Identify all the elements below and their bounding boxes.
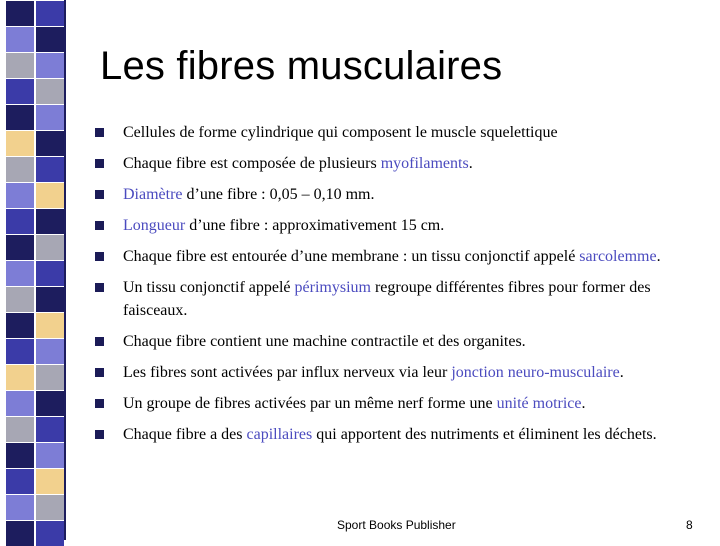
strip-square (6, 235, 34, 260)
highlighted-term: Longueur (123, 217, 186, 234)
bullet-item (95, 214, 705, 237)
strip-square (36, 339, 64, 364)
strip-square (36, 495, 64, 520)
highlighted-term: jonction neuro-musculaire (451, 364, 620, 381)
decorative-strip (0, 0, 66, 540)
bullet-item (95, 121, 705, 144)
bullet-item (95, 276, 705, 322)
strip-square (6, 157, 34, 182)
bullet-square-icon (95, 368, 104, 377)
bullet-square-icon (95, 337, 104, 346)
highlighted-term: capillaires (246, 426, 313, 443)
strip-square (6, 53, 34, 78)
strip-square (36, 79, 64, 104)
bullet-text: d’une fibre : 0,05 – 0,10 mm. (182, 186, 375, 203)
strip-square (36, 27, 64, 52)
bullet-square-icon (95, 283, 104, 292)
bullet-text: . (619, 364, 624, 381)
strip-square (6, 495, 34, 520)
strip-square (6, 521, 34, 546)
strip-square (36, 287, 64, 312)
bullet-square-icon (95, 159, 104, 168)
bullet-square-icon (95, 399, 104, 408)
strip-square (6, 391, 34, 416)
bullet-text: Un groupe de fibres activées par un même nerf forme une (123, 395, 497, 412)
bullet-text: Un tissu conjonctif appelé (123, 279, 295, 296)
strip-square (6, 1, 34, 26)
strip-square (36, 235, 64, 260)
bullet-text: . (468, 155, 473, 172)
strip-square (6, 339, 34, 364)
bullet-text: Cellules de forme cylindrique qui composent le muscle squelettique (123, 124, 558, 141)
strip-square (36, 443, 64, 468)
strip-square (36, 469, 64, 494)
strip-square (6, 131, 34, 156)
bullet-text: Chaque fibre contient une machine contractile et des organites. (123, 333, 526, 350)
strip-square (36, 183, 64, 208)
strip-square (36, 391, 64, 416)
bullet-item (95, 152, 705, 175)
bullet-item (95, 183, 705, 206)
strip-square (6, 183, 34, 208)
bullet-item (95, 392, 705, 415)
highlighted-term: périmysium (294, 279, 371, 296)
highlighted-term: unité motrice (496, 395, 582, 412)
bullet-item (95, 361, 705, 384)
strip-square (6, 27, 34, 52)
strip-square (36, 209, 64, 234)
strip-square (36, 1, 64, 26)
bullet-square-icon (95, 221, 104, 230)
strip-square (6, 417, 34, 442)
bullet-square-icon (95, 128, 104, 137)
strip-square (6, 209, 34, 234)
strip-square (6, 313, 34, 338)
bullet-text: regroupe différentes fibres pour former des faisceaux. (123, 279, 651, 319)
bullet-text: Chaque fibre a des (123, 426, 247, 443)
bullet-square-icon (95, 430, 104, 439)
bullet-text: d’une fibre : approximativement 15 cm. (185, 217, 445, 234)
bullet-item (95, 330, 705, 353)
strip-edge (64, 0, 66, 540)
footer-text: Sport Books Publisher (337, 518, 456, 532)
strip-square (36, 417, 64, 442)
strip-square (36, 131, 64, 156)
strip-square (6, 79, 34, 104)
bullet-list (95, 121, 705, 446)
strip-square (36, 365, 64, 390)
bullet-item (95, 423, 705, 446)
strip-square (36, 521, 64, 546)
bullet-text: Les fibres sont activées par influx nerveux via leur (123, 364, 452, 381)
highlighted-term: myofilaments (380, 155, 469, 172)
page-number: 8 (686, 518, 693, 532)
bullet-item (95, 245, 705, 268)
strip-square (6, 105, 34, 130)
strip-square (36, 105, 64, 130)
highlighted-term: sarcolemme (579, 248, 657, 265)
strip-square (6, 443, 34, 468)
strip-square (36, 157, 64, 182)
strip-square (36, 313, 64, 338)
strip-square (36, 53, 64, 78)
highlighted-term: Diamètre (123, 186, 183, 203)
strip-square (6, 365, 34, 390)
bullet-text: . (656, 248, 661, 265)
strip-square (6, 469, 34, 494)
slide-title: Les fibres musculaires (100, 44, 503, 88)
bullet-square-icon (95, 190, 104, 199)
bullet-text: qui apportent des nutriments et éliminent les déchets. (312, 426, 657, 443)
bullet-text: Chaque fibre est entourée d’une membrane : un tissu conjonctif appelé (123, 248, 580, 265)
strip-square (6, 261, 34, 286)
bullet-square-icon (95, 252, 104, 261)
strip-square (6, 287, 34, 312)
strip-square (36, 261, 64, 286)
bullet-text: . (581, 395, 586, 412)
bullet-text: Chaque fibre est composée de plusieurs (123, 155, 381, 172)
